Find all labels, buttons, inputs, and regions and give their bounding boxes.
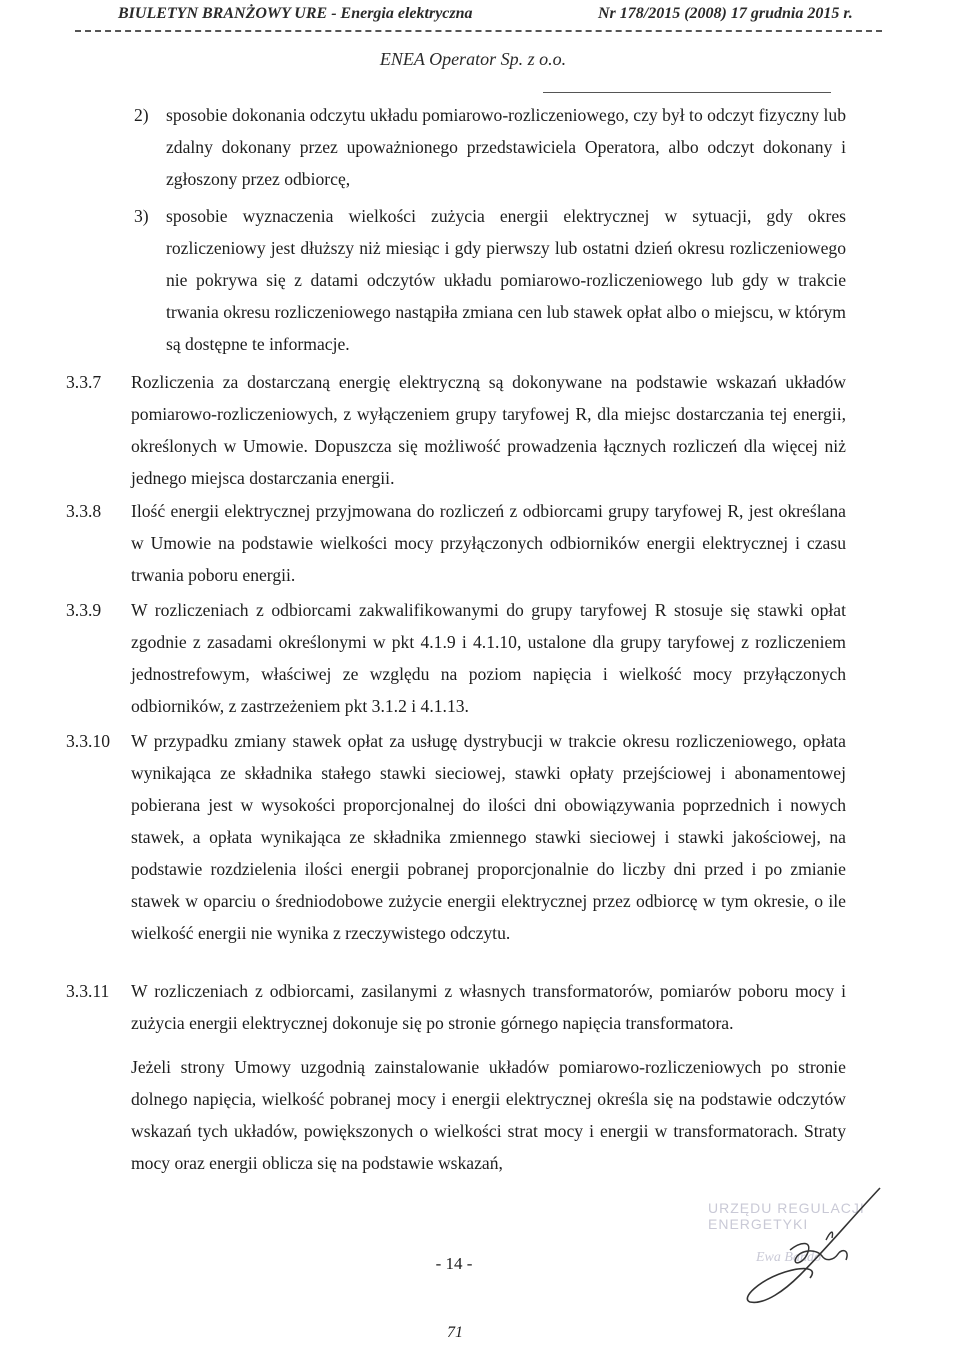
section-3-3-11-text-continued: Jeżeli strony Umowy uzgodnią zainstalowanie układów pomiarowo-rozliczeniowych po stronie dolnego napięcia, wielkość pobranej mocy i energii elektrycznej określa się na podstawie odczytów wskazań tych układów, powiększonych o wielkości strat mocy i energii w transformatorach. Straty mocy oraz energii oblicza się na podstawie wskazań, [131,1057,846,1173]
section-3-3-9 [131,594,846,722]
page-number: - 14 - [435,1254,473,1273]
stamp-office-text: URZĘDU REGULACJI ENERGETYKI [708,1200,865,1232]
stamp-name-text: Ewa Bando [756,1250,821,1265]
header-divider [75,30,882,32]
section-3-3-11-number: 3.3.11 [66,981,110,1001]
company-name: ENEA Operator Sp. z o.o. [379,49,567,69]
section-3-3-8-number: 3.3.8 [66,501,102,521]
bulletin-title: BIULETYN BRANŻOWY URE - Energia elektryczna [118,5,473,22]
section-3-3-7-text: Rozliczenia za dostarczaną energię elektryczną są dokonywane na podstawie wskazań układów pomiarowo-rozliczeniowych, z wyłączeniem grupy taryfowej R, dla miejsc dostarczania tej energii, określonych w Umowie. Dopuszcza się możliwość prowadzenia łącznych rozliczeń dla więcej niż jednego miejsca dostarczania energii. [131,372,846,488]
item-2 [166,99,846,195]
section-3-3-11-text: W rozliczeniach z odbiorcami, zasilanymi z własnych transformatorów, pomiarów poboru mocy i zużycia energii elektrycznej dokonuje się po stronie górnego napięcia transformatora. [131,981,846,1033]
handwritten-signature [730,1180,910,1310]
section-3-3-8-text: Ilość energii elektrycznej przyjmowana do rozliczeń z odbiorcami grupy taryfowej R, jest określana w Umowie na podstawie wielkości mocy przyłączonych odbiorników energii elektrycznej i czasu trwania poboru energii. [131,501,846,585]
section-3-3-9-text: W rozliczeniach z odbiorcami zakwalifikowanymi do grupy taryfowej R stosuje się stawki opłat zgodnie z zasadami określonymi w pkt 4.1.9 i 4.1.10, ustalone dla grupy taryfowej z rozliczeniem jednostrefowym, właściwej ze względu na poziom napięcia i wielkość mocy przyłączonych odbiorników, z zastrzeżeniem pkt 3.1.2 i 4.1.13. [131,600,846,716]
section-3-3-7-number: 3.3.7 [66,372,102,392]
item-3-number: 3) [134,206,149,226]
issue-number-date: Nr 178/2015 (2008) 17 grudnia 2015 r. [598,5,853,22]
section-3-3-10-text: W przypadku zmiany stawek opłat za usługę dystrybucji w trakcie okresu rozliczeniowego, opłata wynikająca ze składnika stałego stawki sieciowej, stawki opłaty przejściowej i abonamentowej pobierana jest w wysokości proporcjonalnej do ilości dni obowiązywania poprzednich i nowych stawek, a opłata wynikająca ze składnika zmiennego stawki sieciowej i stawki jakościowej, na podstawie rozdzielenia ilości energii pobranej proporcjonalnie do liczby dni przed i po zmianie stawek w oparciu o średniodobowe zużycie energii elektrycznej przez odbiorcę w tym okresie, o ile wielkość energii nie wynika z rzeczywistego odczytu. [131,731,846,943]
item-3-text: sposobie wyznaczenia wielkości zużycia energii elektrycznej w sytuacji, gdy okres rozliczeniowy jest dłuższy niż miesiąc i gdy pierwszy lub ostatni dzień okresu rozliczeniowego nie pokrywa się z datami odczytów układu pomiarowo-rozliczeniowego lub gdy w trakcie trwania okresu rozliczeniowego nastąpiła zmiana cen lub stawek opłat albo o miejscu, w którym są dostępne te informacje. [166,206,846,354]
item-2-number: 2) [134,105,149,125]
section-3-3-10 [131,725,846,949]
section-3-3-8 [131,495,846,591]
section-3-3-9-number: 3.3.9 [66,600,102,620]
company-underline [543,92,831,93]
item-2-text: sposobie dokonania odczytu układu pomiarowo-rozliczeniowego, czy był to odczyt fizyczny lub zdalny dokonany przez upoważnionego przedstawiciela Operatora, albo odczyt dokonany i zgłoszony przez odbiorcę, [166,105,846,189]
section-3-3-11 [131,975,846,1179]
bulletin-page-number: 71 [447,1324,463,1341]
section-3-3-10-number: 3.3.10 [66,731,110,751]
section-3-3-7 [131,366,846,494]
item-3 [166,200,846,360]
